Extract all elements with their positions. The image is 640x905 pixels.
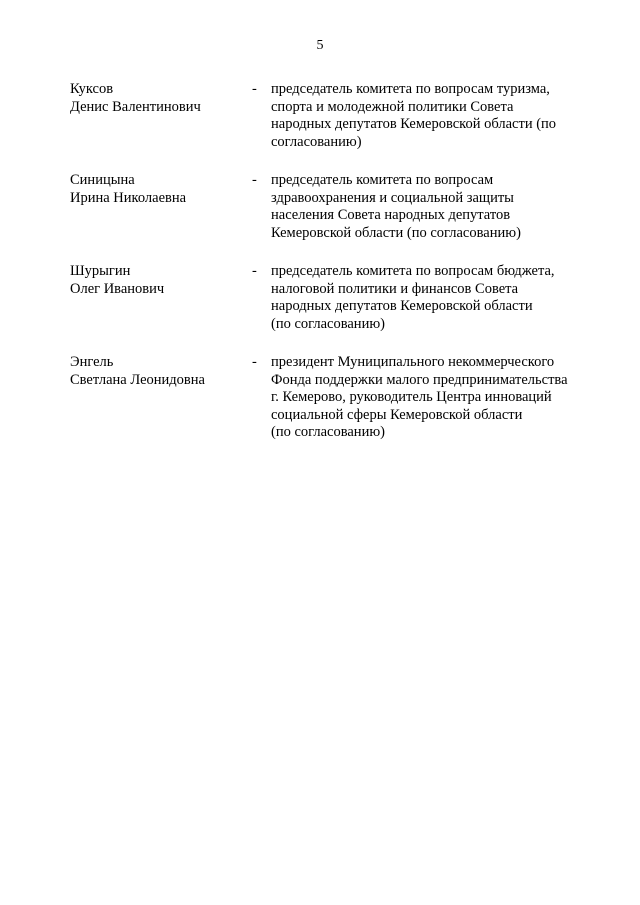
member-given-names: Олег Иванович <box>70 280 165 297</box>
position-line: г. Кемерово, руководитель Центра инноваций <box>271 389 552 405</box>
member-surname: Шурыгин <box>70 263 131 279</box>
position-line: Фонда поддержки малого предпринимательства <box>271 371 568 388</box>
member-position <box>271 81 581 151</box>
member-entry <box>0 354 640 442</box>
position-line: Кемеровской области (по согласованию) <box>271 224 521 241</box>
position-line: народных депутатов Кемеровской области (по <box>271 116 557 132</box>
dash-separator: - <box>252 263 257 279</box>
member-entry <box>0 263 640 333</box>
dash-separator: - <box>252 81 257 97</box>
member-position <box>271 354 581 442</box>
member-entry <box>0 172 640 242</box>
position-line: согласованию) <box>271 133 362 150</box>
position-line: социальной сферы Кемеровской области <box>271 406 523 423</box>
member-surname: Энгель <box>70 354 114 370</box>
member-position <box>271 172 581 242</box>
dash-separator: - <box>252 172 257 188</box>
position-line: председатель комитета по вопросам бюджета, <box>271 263 555 279</box>
member-name <box>70 354 245 389</box>
position-line: председатель комитета по вопросам <box>271 172 494 188</box>
position-line: спорта и молодежной политики Совета <box>271 98 514 115</box>
page-number: 5 <box>316 38 324 53</box>
member-name <box>70 81 245 116</box>
member-position <box>271 263 581 333</box>
member-given-names: Ирина Николаевна <box>70 189 187 206</box>
position-line: президент Муниципального некоммерческого <box>271 354 555 370</box>
member-surname: Куксов <box>70 81 114 97</box>
member-surname: Синицына <box>70 172 135 188</box>
position-line: (по согласованию) <box>271 424 385 440</box>
position-line: здравоохранения и социальной защиты <box>271 189 514 206</box>
position-line: народных депутатов Кемеровской области <box>271 298 533 314</box>
position-line: населения Совета народных депутатов <box>271 207 511 223</box>
dash-separator: - <box>252 354 257 370</box>
member-name <box>70 263 245 298</box>
position-line: налоговой политики и финансов Совета <box>271 280 519 297</box>
member-given-names: Светлана Леонидовна <box>70 371 205 388</box>
member-name <box>70 172 245 207</box>
position-line: председатель комитета по вопросам туризма, <box>271 81 550 97</box>
member-entry <box>0 81 640 151</box>
members-list <box>0 81 640 463</box>
position-line: (по согласованию) <box>271 315 385 332</box>
member-given-names: Денис Валентинович <box>70 98 201 115</box>
